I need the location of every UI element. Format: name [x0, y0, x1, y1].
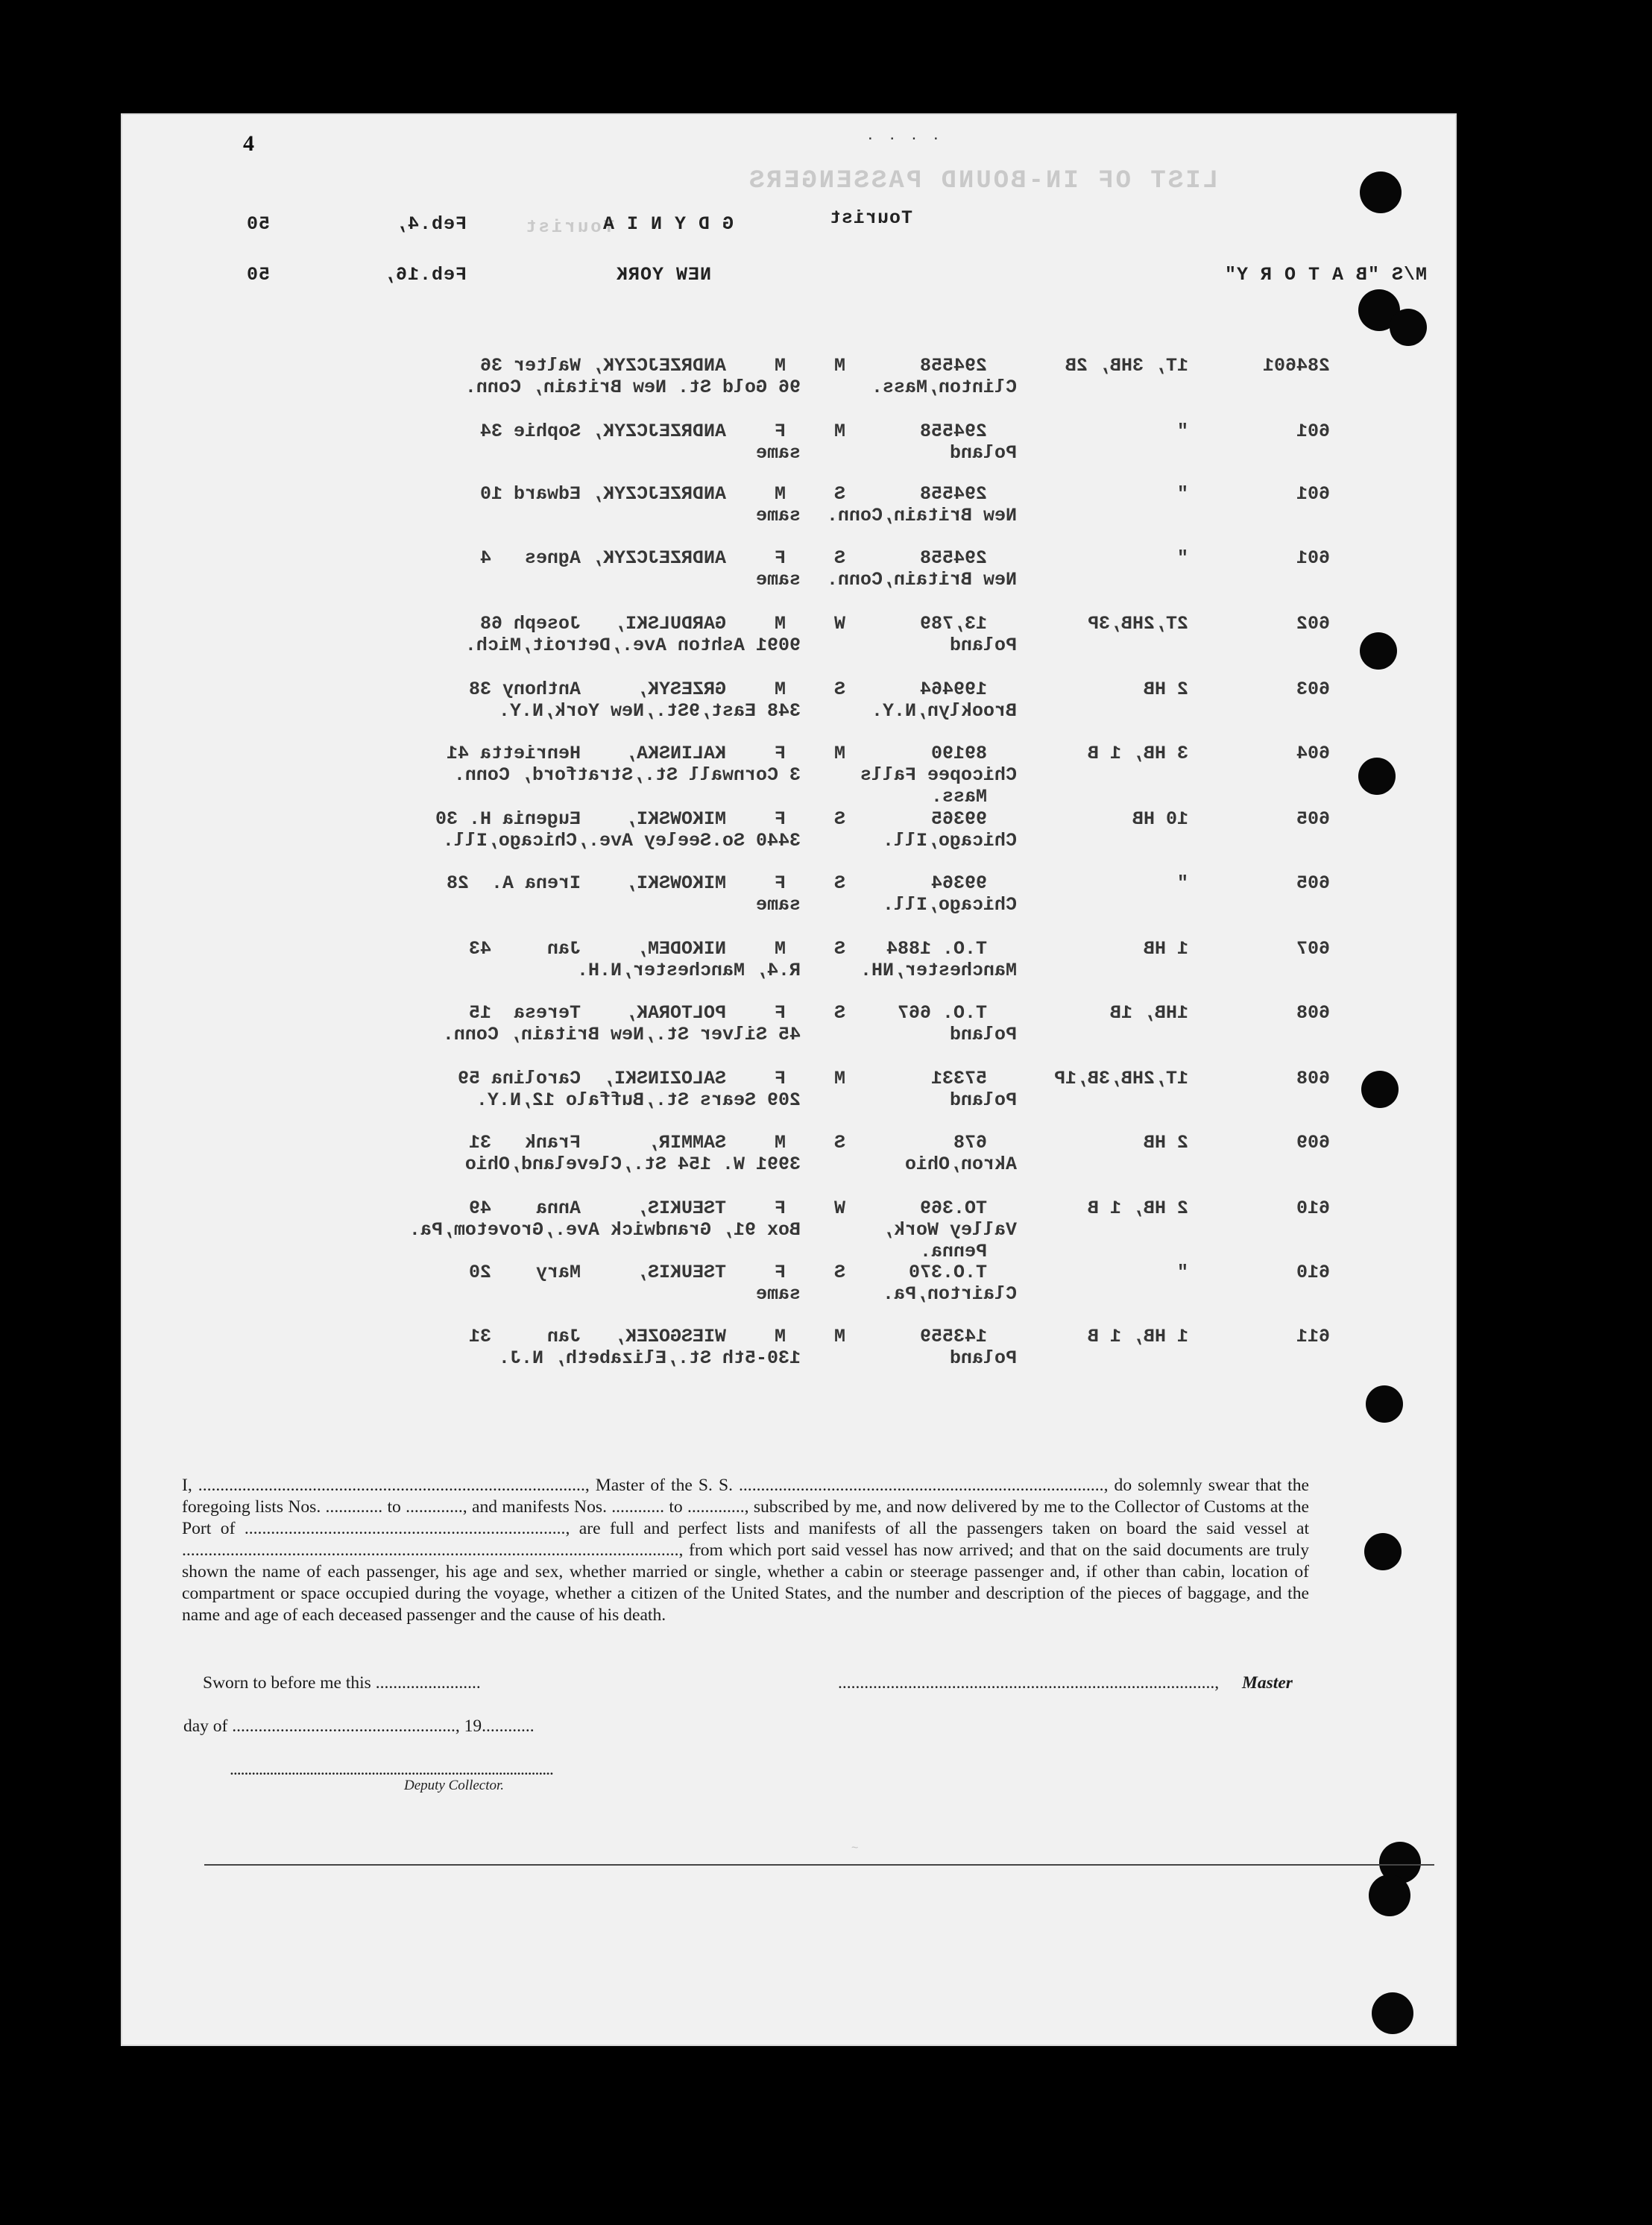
entry-destination: Brooklyn,N.Y.: [871, 700, 1017, 722]
entry-marital: S: [833, 483, 845, 505]
entry-address: 3 Cornwall St.,Stratford, Conn.: [453, 764, 801, 786]
entry-sex: F: [774, 421, 786, 442]
header-ghost-sub: Tourist: [523, 218, 614, 238]
entry-destination: Manchester,NH.: [860, 960, 1017, 981]
entry-marital: S: [833, 808, 845, 830]
sworn-line: Sworn to before me this ........................: [203, 1673, 481, 1693]
entry-address: same: [755, 1283, 801, 1305]
entry-address: same: [755, 505, 801, 526]
entry-ticket: TO.369: [919, 1198, 987, 1219]
entry-address: R.4, Manchester,N.H.: [576, 960, 801, 981]
row1-count: 50: [245, 213, 270, 235]
entry-ticket: 294558: [919, 547, 987, 569]
entry-sex: F: [774, 872, 786, 894]
entry-sex: M: [774, 1132, 786, 1154]
entry-space: 2 HB: [1143, 679, 1188, 700]
entry-name: ANDRZEJCZYK, Walter 36: [479, 355, 726, 377]
entry-sex: M: [774, 938, 786, 960]
entry-ticket: 89190: [930, 743, 987, 764]
entry-space: 1 HB: [1143, 938, 1188, 960]
entry-ticket: T.O.370: [908, 1262, 987, 1283]
entry-space: 3 HB, 1 B: [1087, 743, 1188, 764]
entry-name: WIESGOZEK, Jan 31: [468, 1326, 726, 1347]
entry-ticket: 294558: [919, 355, 987, 377]
entry-ticket: 678: [953, 1132, 987, 1154]
faint-stamp: ~: [851, 1842, 859, 1854]
entry-ticket: 57331: [930, 1068, 987, 1089]
entry-destination: Chicopee Falls: [860, 764, 1017, 786]
entry-address: Box 91, Grandwick Ave.,Grovetom,Pa.: [409, 1219, 801, 1241]
entry-space: 2T,2HB,3P: [1087, 613, 1188, 635]
entry-destination: Poland: [949, 1024, 1017, 1045]
row2-port: NEW YORK: [615, 264, 711, 286]
day-line: day of ..................................................., 19............: [183, 1716, 535, 1736]
mirrored-typewritten-manifest: [121, 113, 1457, 1426]
entry-sex: F: [774, 743, 786, 764]
entry-space: 1HB, 1B: [1109, 1002, 1188, 1024]
entry-list-no: 610: [1296, 1262, 1330, 1283]
entry-marital: S: [833, 1132, 845, 1154]
entry-marital: M: [833, 421, 845, 442]
entry-name: KALINSKA, Henrietta 41: [446, 743, 726, 764]
entry-destination: New Britain,Conn.: [826, 505, 1017, 526]
entry-list-no: 605: [1296, 872, 1330, 894]
oath-text: I, ........................................................................................, Master of the S. S. ..................................................................................., do solemnly swear that the foregoing lists Nos. ............. to ............., and manifests Nos. ............ to ............., subscribed by me, and now delivered by me to the Collector of Customs at the Port of ........................................................................., are full and perfect lists and manifests of all the passengers taken on board the said vessel at ................................................................................................................., from which port said vessel has now arrived; and that on the said documents are truly shown the name of each passenger, his age and sex, whether married or single, whether a cabin or steerage passenger and, if other than cabin, location of compartment or space occupied during the voyage, whether a citizen of the United States, and the number and description of the pieces of baggage, and the name and age of each deceased passenger and the cause of his death.: [182, 1476, 1309, 1625]
entry-space: 1 HB, 1 B: [1087, 1326, 1188, 1347]
entry-name: ANDRZEJCZYK, Agnes 4: [479, 547, 726, 569]
entry-destination: Poland: [949, 1089, 1017, 1111]
entry-ticket: T.O. 1884: [886, 938, 987, 960]
entry-list-no: 605: [1296, 808, 1330, 830]
entry-space: 10 HB: [1132, 808, 1188, 830]
entry-marital: M: [833, 355, 845, 377]
entry-address: same: [755, 894, 801, 916]
entry-marital: S: [833, 1262, 845, 1283]
entry-destination: Chicago,Ill.: [882, 830, 1017, 852]
entry-name: TSEUKIS, Anna 49: [468, 1198, 726, 1219]
entry-destination-2: Penna.: [919, 1241, 987, 1262]
entry-sex: F: [774, 1262, 786, 1283]
entry-list-no: 610: [1296, 1198, 1330, 1219]
entry-marital: S: [833, 679, 845, 700]
entry-destination-2: Mass.: [930, 786, 987, 808]
entry-sex: F: [774, 1068, 786, 1089]
entry-name: GARDULSKI, Joseph 68: [479, 613, 726, 635]
entry-destination: Chicago,Ill.: [882, 894, 1017, 916]
entry-marital: S: [833, 938, 845, 960]
entry-address: 130-5th St.,Elizabeth, N.J.: [498, 1347, 801, 1369]
entry-address: 209 Sears St.,Buffalo 12,N.Y.: [476, 1089, 801, 1111]
entry-name: MIKOWSKI, Irena A. 28: [446, 872, 726, 894]
entry-name: ANDRZEJCZYK, Edward 10: [479, 483, 726, 505]
entry-list-no: 601: [1296, 483, 1330, 505]
entry-sex: M: [774, 613, 786, 635]
entry-space: 2 HB, 1 B: [1087, 1198, 1188, 1219]
entry-ticket: 199464: [919, 679, 987, 700]
entry-name: GRZESYK, Anthony 38: [468, 679, 726, 700]
entry-ticket: T.O. 667: [897, 1002, 987, 1024]
entry-sex: M: [774, 679, 786, 700]
entry-destination: New Britain,Conn.: [826, 569, 1017, 591]
entry-list-no: 284601: [1262, 355, 1330, 377]
entry-marital: M: [833, 1326, 845, 1347]
entry-name: SAMMIR, Frank 31: [468, 1132, 726, 1154]
header-ghost-title: LIST OF IN-BOUND PASSENGERS: [747, 167, 1218, 195]
manifest-sheet: [121, 113, 1457, 2046]
entry-address: 45 Silver St.,New Britain, Conn.: [442, 1024, 801, 1045]
row2-vessel: M/S "B A T O R Y": [1223, 264, 1427, 286]
entry-address: 348 East,9St.,New York,N.Y.: [498, 700, 801, 722]
entry-name: ANDRZEJCZYK, Sophie 34: [479, 421, 726, 442]
entry-ticket: 294558: [919, 421, 987, 442]
entry-list-no: 601: [1296, 547, 1330, 569]
entry-ticket: 143559: [919, 1326, 987, 1347]
entry-list-no: 611: [1296, 1326, 1330, 1347]
entry-marital: S: [833, 872, 845, 894]
entry-sex: F: [774, 1002, 786, 1024]
entry-marital: S: [833, 547, 845, 569]
bottom-rule: [204, 1864, 1434, 1866]
entry-ticket: 294558: [919, 483, 987, 505]
entry-name: SALOZINSKI, Carolina 59: [457, 1068, 726, 1089]
entry-marital: M: [833, 1068, 845, 1089]
entry-sex: M: [774, 1326, 786, 1347]
master-signature-line: ......................................................................................,: [838, 1673, 1220, 1693]
entry-list-no: 608: [1296, 1002, 1330, 1024]
entry-destination: Poland: [949, 442, 1017, 464]
entry-sex: F: [774, 547, 786, 569]
entry-sex: M: [774, 355, 786, 377]
entry-sex: F: [774, 808, 786, 830]
row1-class: Tourist: [828, 207, 912, 229]
entry-sex: F: [774, 1198, 786, 1219]
entry-address: 3991 W. 154 St.,Cleveland,Ohio: [464, 1154, 801, 1175]
entry-name: POLTORAK, Teresa 15: [468, 1002, 726, 1024]
entry-destination: Clairton,Pa.: [882, 1283, 1017, 1305]
entry-destination: Poland: [949, 635, 1017, 656]
row1-date: Feb.4,: [394, 213, 467, 235]
entry-sex: M: [774, 483, 786, 505]
entry-destination: Poland: [949, 1347, 1017, 1369]
entry-marital: M: [833, 743, 845, 764]
collector-line: .........................................................................................: [230, 1760, 553, 1779]
entry-name: TSEUKIS, Mary 20: [468, 1262, 726, 1283]
entry-ticket: 99364: [930, 872, 987, 894]
entry-name: NIKODEM, Jan 43: [468, 938, 726, 960]
entry-list-no: 604: [1296, 743, 1330, 764]
entry-space: ": [1176, 872, 1188, 894]
entry-address: 96 Gold St. New Britain, Conn.: [464, 377, 801, 398]
entry-list-no: 607: [1296, 938, 1330, 960]
entry-space: ": [1176, 483, 1188, 505]
entry-marital: W: [833, 613, 845, 635]
entry-space: 1T, 3HB, 2B: [1065, 355, 1188, 377]
entry-ticket: 13,789: [919, 613, 987, 635]
entry-list-no: 609: [1296, 1132, 1330, 1154]
entry-space: 1T,2HB,3B,1P: [1053, 1068, 1188, 1089]
entry-space: ": [1176, 547, 1188, 569]
entry-list-no: 603: [1296, 679, 1330, 700]
entry-destination: Clinton,Mass.: [871, 377, 1017, 398]
entry-marital: S: [833, 1002, 845, 1024]
row2-date: Feb.16,: [382, 264, 467, 286]
entry-list-no: 601: [1296, 421, 1330, 442]
entry-space: 2 HB: [1143, 1132, 1188, 1154]
entry-destination: Akron,Ohio: [904, 1154, 1017, 1175]
entry-name: MIKOWSKI, Eugenia H. 30: [435, 808, 726, 830]
punch-hole: [1364, 1533, 1402, 1570]
row1-port: G D Y N I A: [602, 213, 734, 235]
entry-ticket: 99365: [930, 808, 987, 830]
deputy-collector-label: Deputy Collector.: [404, 1778, 505, 1793]
row2-count: 50: [245, 264, 270, 286]
entry-list-no: 608: [1296, 1068, 1330, 1089]
oath-paragraph: [182, 1475, 1309, 1626]
entry-space: ": [1176, 1262, 1188, 1283]
entry-marital: W: [833, 1198, 845, 1219]
entry-address: same: [755, 569, 801, 591]
punch-hole: [1369, 1875, 1410, 1916]
entry-destination: Valley Work,: [882, 1219, 1017, 1241]
master-label: Master: [1242, 1673, 1293, 1693]
entry-address: 9091 Ashton Ave.,Detroit,Mich.: [464, 635, 801, 656]
top-dots: . . . .: [868, 124, 945, 144]
entry-space: ": [1176, 421, 1188, 442]
entry-address: 3440 So.Seeley Ave.,Chicago,Ill.: [442, 830, 801, 852]
entry-list-no: 602: [1296, 613, 1330, 635]
entry-address: same: [755, 442, 801, 464]
corner-mark: 4: [243, 131, 254, 156]
punch-hole: [1372, 1992, 1413, 2034]
